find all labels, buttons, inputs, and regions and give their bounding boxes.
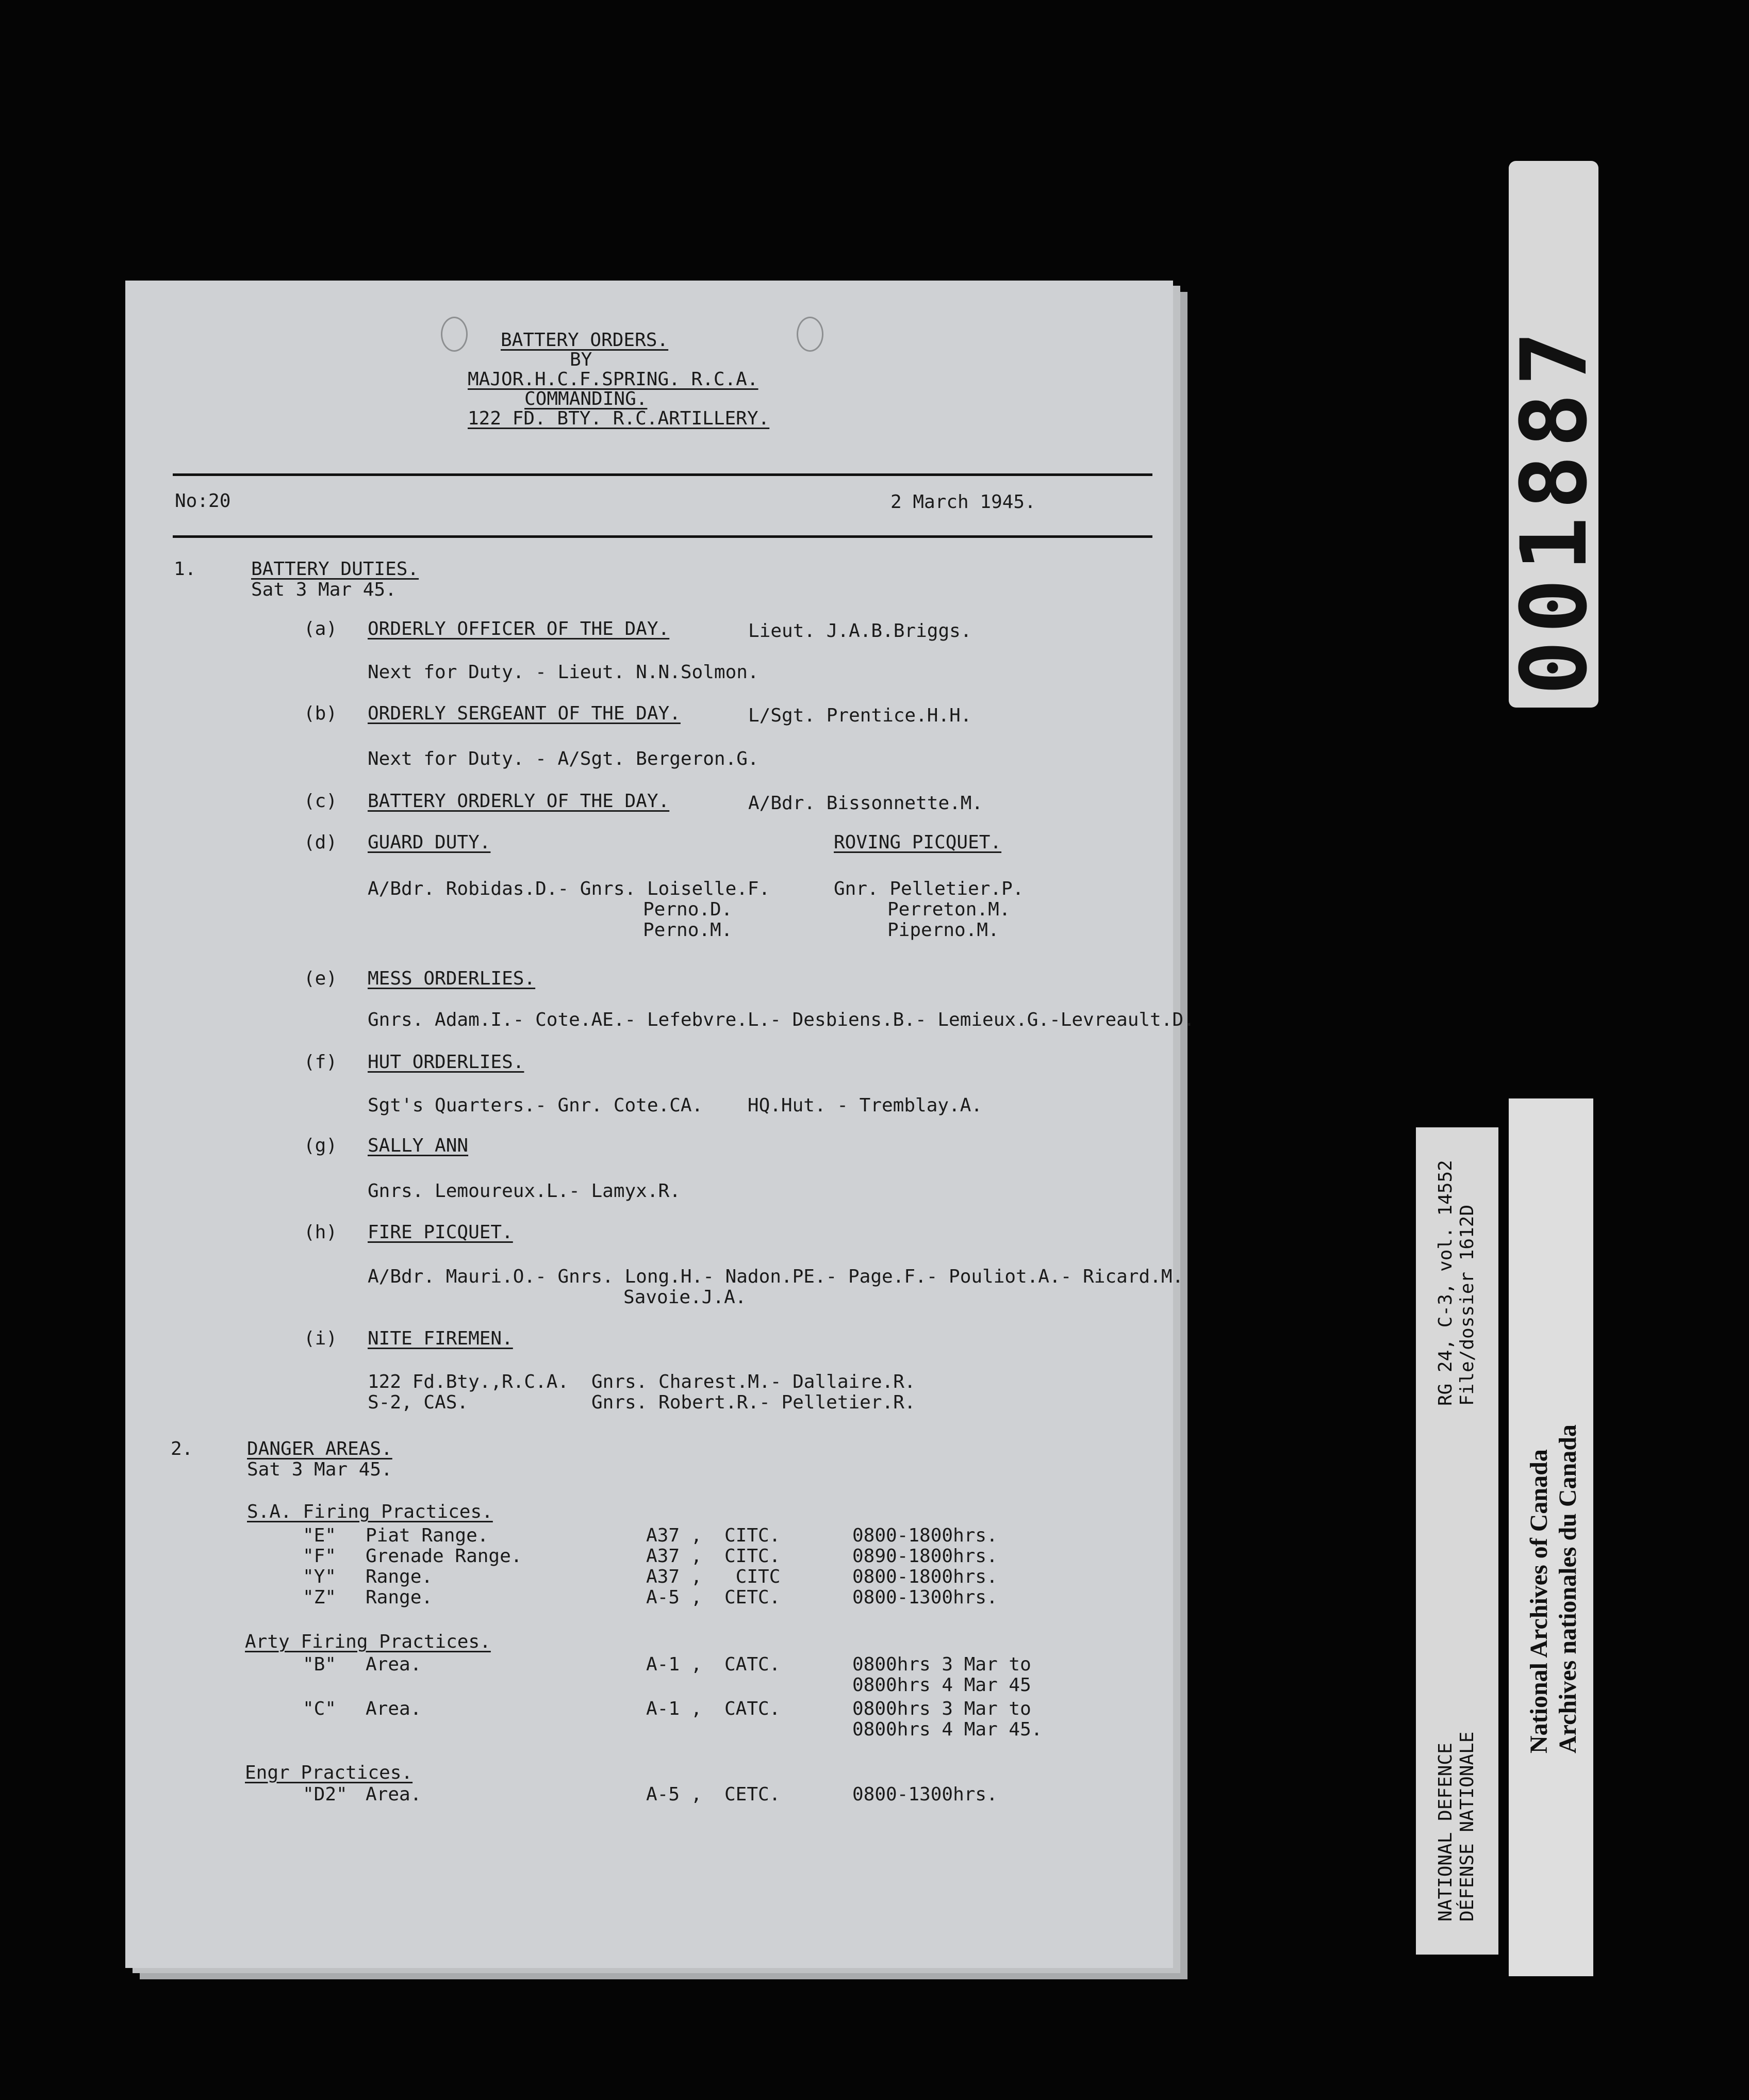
duty-assignee: L/Sgt. Prentice.H.H. bbox=[748, 705, 972, 726]
duty-title: HUT ORDERLIES. bbox=[368, 1052, 524, 1073]
department-fr: DÉFENSE NATIONALE bbox=[1457, 1731, 1478, 1922]
area-unit: CETC. bbox=[724, 1587, 781, 1608]
duty-line: Gnr. Pelletier.P. bbox=[834, 878, 1024, 899]
area-time: 0800-1800hrs. bbox=[852, 1566, 998, 1587]
area-time: 0800-1300hrs. bbox=[852, 1587, 998, 1608]
area-code: "F" bbox=[303, 1546, 337, 1567]
commanding-label: COMMANDING. bbox=[524, 388, 648, 409]
area-name: Area. bbox=[366, 1784, 422, 1805]
area-time: 0800hrs 3 Mar to bbox=[852, 1698, 1031, 1719]
area-unit: CETC. bbox=[724, 1784, 781, 1805]
area-map: A37 , bbox=[646, 1566, 702, 1587]
punch-hole bbox=[797, 317, 823, 352]
duty-line: Savoie.J.A. bbox=[623, 1287, 747, 1308]
punch-hole bbox=[441, 317, 468, 352]
duty-assignee: A/Bdr. Bissonnette.M. bbox=[748, 793, 983, 814]
area-map: A-1 , bbox=[646, 1698, 702, 1719]
area-time: 0800-1800hrs. bbox=[852, 1525, 998, 1546]
archives-label bbox=[1509, 1098, 1593, 1976]
duty-title: ROVING PICQUET. bbox=[834, 832, 1002, 853]
reference-line-1: RG 24, C-3, vol. 14552 bbox=[1435, 1160, 1456, 1406]
subsection-title: Arty Firing Practices. bbox=[245, 1631, 491, 1652]
subsection-title: Engr Practices. bbox=[245, 1762, 413, 1783]
item-letter: (e) bbox=[304, 968, 338, 989]
area-time: 0800hrs 4 Mar 45 bbox=[852, 1675, 1031, 1696]
order-date: 2 March 1945. bbox=[890, 491, 1036, 513]
area-name: Area. bbox=[366, 1654, 422, 1675]
area-name: Area. bbox=[366, 1698, 422, 1719]
area-map: A-1 , bbox=[646, 1654, 702, 1675]
duty-line: A/Bdr. Robidas.D.- Gnrs. Loiselle.F. bbox=[368, 878, 770, 899]
duty-line: 122 Fd.Bty.,R.C.A. bbox=[368, 1371, 569, 1392]
item-letter: (f) bbox=[304, 1052, 338, 1073]
duty-title: GUARD DUTY. bbox=[368, 832, 491, 853]
duty-line: S-2, CAS. bbox=[368, 1392, 469, 1413]
duty-title: NITE FIREMEN. bbox=[368, 1328, 513, 1349]
item-letter: (h) bbox=[304, 1222, 338, 1243]
unit-name: 122 FD. BTY. R.C.ARTILLERY. bbox=[468, 408, 770, 429]
area-code: "Z" bbox=[303, 1587, 337, 1608]
duty-line: Gnrs. Robert.R.- Pelletier.R. bbox=[591, 1392, 916, 1413]
duty-title: FIRE PICQUET. bbox=[368, 1222, 513, 1243]
duty-line: Perno.D. bbox=[643, 899, 733, 920]
duty-title: MESS ORDERLIES. bbox=[368, 968, 536, 989]
section-title: BATTERY DUTIES. bbox=[251, 559, 419, 580]
area-unit: CITC bbox=[724, 1566, 781, 1587]
duty-assignee: Lieut. J.A.B.Briggs. bbox=[748, 620, 972, 642]
duty-line: Gnrs. Adam.I.- Cote.AE.- Lefebvre.L.- Desbiens.B.- Lemieux.G.-Levreault.D. bbox=[368, 1009, 1195, 1030]
area-code: "D2" bbox=[303, 1784, 348, 1805]
duty-line: Perno.M. bbox=[643, 920, 733, 941]
section-date: Sat 3 Mar 45. bbox=[251, 579, 397, 600]
area-code: "E" bbox=[303, 1525, 337, 1546]
area-code: "B" bbox=[303, 1654, 337, 1675]
next-for-duty: Next for Duty. - A/Sgt. Bergeron.G. bbox=[368, 748, 759, 769]
area-code: "C" bbox=[303, 1698, 337, 1719]
duty-title: BATTERY ORDERLY OF THE DAY. bbox=[368, 791, 670, 812]
area-map: A37 , bbox=[646, 1546, 702, 1567]
duty-line: A/Bdr. Mauri.O.- Gnrs. Long.H.- Nadon.PE.- Page.F.- Pouliot.A.- Ricard.M. bbox=[368, 1266, 1184, 1287]
order-by: BY bbox=[570, 349, 592, 370]
area-unit: CITC. bbox=[724, 1546, 781, 1567]
divider-rule bbox=[173, 535, 1152, 538]
area-code: "Y" bbox=[303, 1566, 337, 1587]
frame-number-strip bbox=[1502, 161, 1607, 708]
area-name: Range. bbox=[366, 1587, 433, 1608]
item-letter: (g) bbox=[304, 1135, 338, 1156]
duty-title: ORDERLY OFFICER OF THE DAY. bbox=[368, 618, 670, 639]
duty-line: Piperno.M. bbox=[887, 920, 999, 941]
item-letter: (a) bbox=[304, 618, 338, 639]
section-number: 1. bbox=[174, 559, 196, 580]
area-map: A-5 , bbox=[646, 1587, 702, 1608]
area-map: A-5 , bbox=[646, 1784, 702, 1805]
commander-name: MAJOR.H.C.F.SPRING. R.C.A. bbox=[468, 369, 758, 390]
duty-line: Gnrs. Charest.M.- Dallaire.R. bbox=[591, 1371, 916, 1392]
section-date: Sat 3 Mar 45. bbox=[247, 1459, 392, 1480]
item-letter: (i) bbox=[304, 1328, 338, 1349]
area-unit: CATC. bbox=[724, 1698, 781, 1719]
department-en: NATIONAL DEFENCE bbox=[1435, 1743, 1456, 1922]
order-title: BATTERY ORDERS. bbox=[501, 330, 669, 351]
area-unit: CITC. bbox=[724, 1525, 781, 1546]
reference-line-2: File/dossier 1612D bbox=[1457, 1204, 1478, 1406]
area-name: Piat Range. bbox=[366, 1525, 489, 1546]
duty-line: Sgt's Quarters.- Gnr. Cote.CA. HQ.Hut. - Tremblay.A. bbox=[368, 1095, 983, 1116]
subsection-title: S.A. Firing Practices. bbox=[247, 1501, 493, 1522]
area-time: 0800hrs 3 Mar to bbox=[852, 1654, 1031, 1675]
duty-line: Gnrs. Lemoureux.L.- Lamyx.R. bbox=[368, 1180, 681, 1202]
duty-line: Perreton.M. bbox=[887, 899, 1011, 920]
area-time: 0800-1300hrs. bbox=[852, 1784, 998, 1805]
item-letter: (d) bbox=[304, 832, 338, 853]
area-name: Grenade Range. bbox=[366, 1546, 522, 1567]
duty-title: SALLY ANN bbox=[368, 1135, 469, 1156]
divider-rule bbox=[173, 473, 1152, 476]
item-letter: (b) bbox=[304, 703, 338, 724]
order-number: No:20 bbox=[175, 490, 231, 512]
section-number: 2. bbox=[171, 1438, 193, 1459]
area-time: 0800hrs 4 Mar 45. bbox=[852, 1719, 1043, 1740]
area-map: A37 , bbox=[646, 1525, 702, 1546]
archives-name-en: National Archives of Canada bbox=[1525, 1449, 1553, 1753]
item-letter: (c) bbox=[304, 791, 338, 812]
archives-name-fr: Archives nationales du Canada bbox=[1554, 1424, 1581, 1753]
document-page bbox=[125, 281, 1195, 1968]
area-unit: CATC. bbox=[724, 1654, 781, 1675]
area-time: 0890-1800hrs. bbox=[852, 1546, 998, 1567]
next-for-duty: Next for Duty. - Lieut. N.N.Solmon. bbox=[368, 662, 759, 683]
area-name: Range. bbox=[366, 1566, 433, 1587]
section-title: DANGER AREAS. bbox=[247, 1438, 392, 1459]
frame-number: 001887 bbox=[1502, 324, 1607, 695]
duty-title: ORDERLY SERGEANT OF THE DAY. bbox=[368, 703, 681, 724]
reference-label bbox=[1416, 1127, 1498, 1955]
